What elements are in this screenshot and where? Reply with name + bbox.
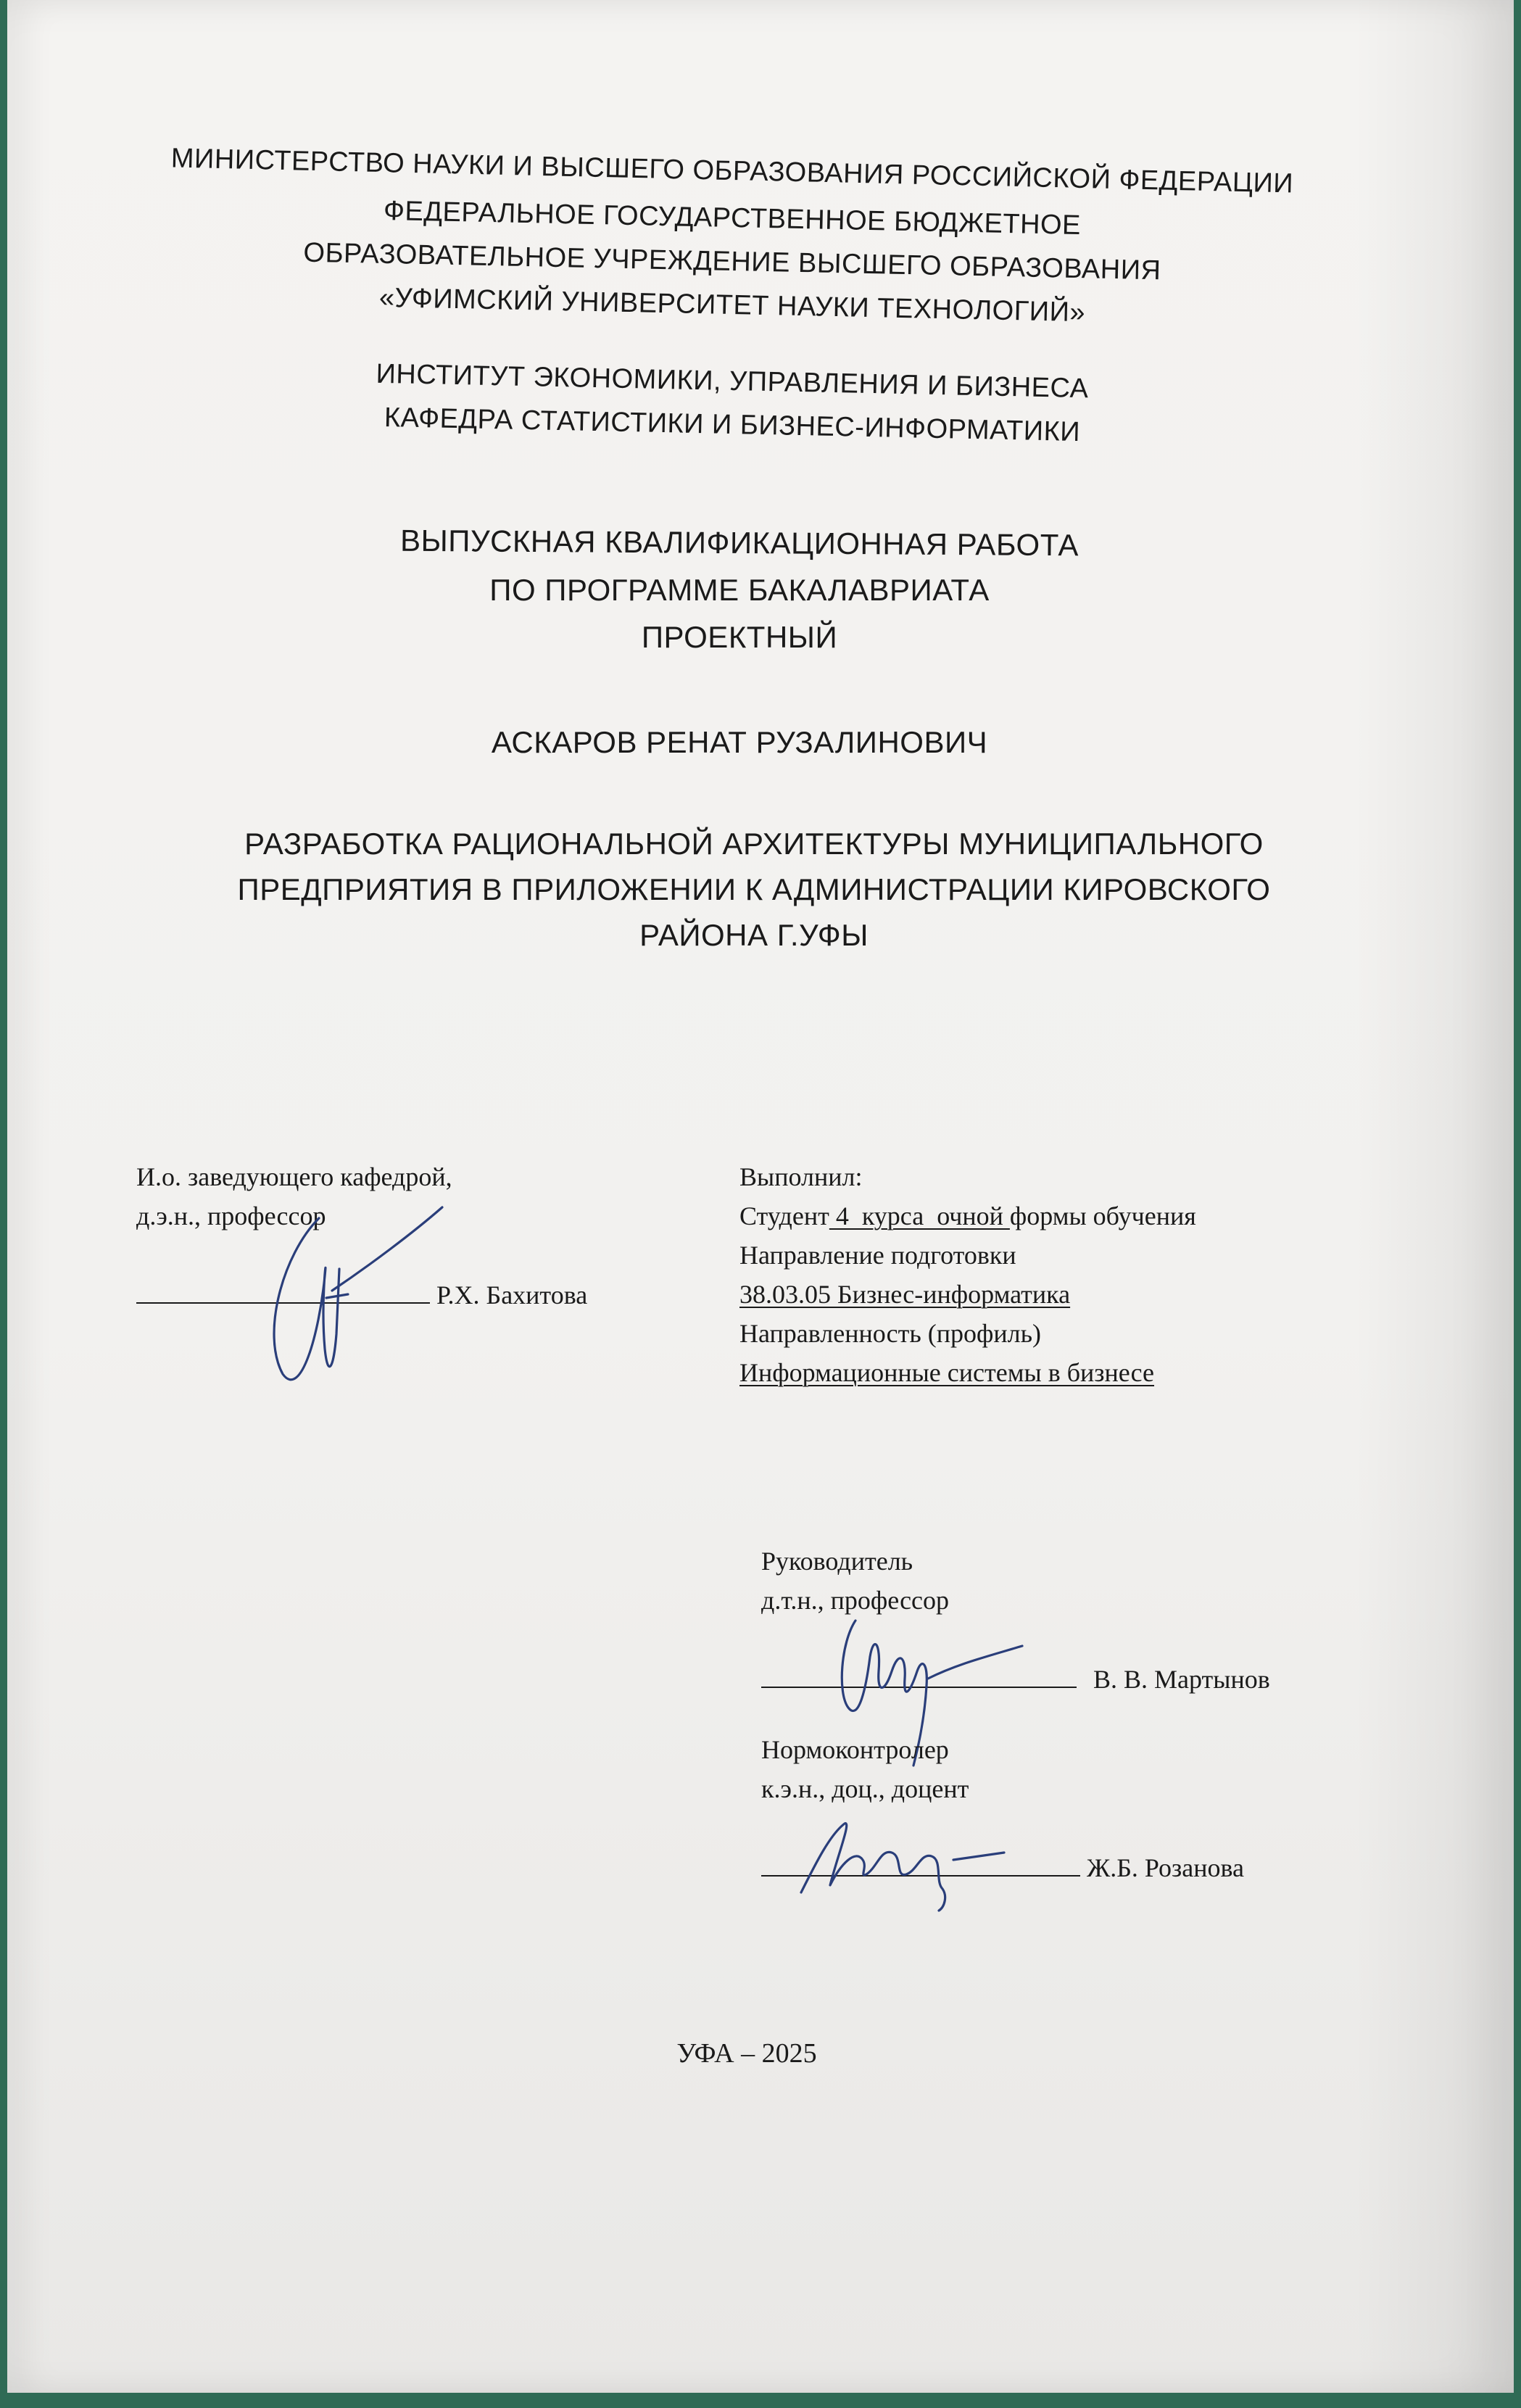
city-year: УФА – 2025 xyxy=(676,2038,817,2069)
student-course: 4 курса очной xyxy=(829,1201,1010,1230)
norm-controller-signature xyxy=(787,1805,1019,1914)
work-type-line2: ПО ПРОГРАММЕ БАКАЛАВРИАТА xyxy=(489,573,990,607)
supervisor-name: В. В. Мартынов xyxy=(1093,1665,1270,1694)
head-role: И.о. заведующего кафедрой, xyxy=(136,1162,452,1191)
head-degree: д.э.н., профессор xyxy=(136,1201,326,1230)
title-page xyxy=(7,0,1514,2393)
student-prefix: Студент xyxy=(739,1201,829,1230)
work-type-line1: ВЫПУСКНАЯ КВАЛИФИКАЦИОННАЯ РАБОТА xyxy=(399,523,1079,563)
work-type-line3: ПРОЕКТНЫЙ xyxy=(641,620,838,654)
profile-label: Направленность (профиль) xyxy=(739,1319,1041,1348)
work-title-line2: ПРЕДПРИЯТИЯ В ПРИЛОЖЕНИИ К АДМИНИСТРАЦИИ КИРОВСКОГО xyxy=(237,872,1271,906)
work-title-line3: РАЙОНА Г.УФЫ xyxy=(639,918,869,952)
supervisor-degree: д.т.н., профессор xyxy=(761,1586,950,1615)
norm-controller-role: Нормоконтролер xyxy=(761,1735,949,1764)
head-name: Р.Х. Бахитова xyxy=(436,1280,588,1309)
profile-value: Информационные системы в бизнесе xyxy=(739,1358,1155,1387)
ministry-line: МИНИСТЕРСТВО НАУКИ И ВЫСШЕГО ОБРАЗОВАНИЯ РОССИЙСКОЙ ФЕДЕРАЦИИ xyxy=(170,143,1294,199)
student-line xyxy=(739,1196,1196,1236)
norm-controller-degree: к.э.н., доц., доцент xyxy=(761,1774,969,1803)
federal-line: ФЕДЕРАЛЬНОЕ ГОСУДАРСТВЕННОЕ БЮДЖЕТНОЕ xyxy=(383,195,1082,241)
university-name: «УФИМСКИЙ УНИВЕРСИТЕТ НАУКИ ТЕХНОЛОГИЙ» xyxy=(378,282,1086,328)
performer-label: Выполнил: xyxy=(739,1162,863,1191)
performer-block xyxy=(739,1157,1196,1392)
head-signature xyxy=(239,1189,457,1407)
norm-controller-name: Ж.Б. Розанова xyxy=(1087,1853,1245,1882)
direction-label: Направление подготовки xyxy=(739,1241,1016,1270)
direction-value: 38.03.05 Бизнес-информатика xyxy=(739,1280,1071,1309)
department-name: КАФЕДРА СТАТИСТИКИ И БИЗНЕС-ИНФОРМАТИКИ xyxy=(384,402,1081,448)
institute-name: ИНСТИТУТ ЭКОНОМИКИ, УПРАВЛЕНИЯ И БИЗНЕСА xyxy=(376,358,1089,405)
supervisor-role: Руководитель xyxy=(761,1547,913,1576)
student-suffix: формы обучения xyxy=(1009,1201,1196,1230)
institution-type-line: ОБРАЗОВАТЕЛЬНОЕ УЧРЕЖДЕНИЕ ВЫСШЕГО ОБРАЗОВАНИЯ xyxy=(303,237,1161,286)
author-name: АСКАРОВ РЕНАТ РУЗАЛИНОВИЧ xyxy=(491,725,988,759)
work-title-line1: РАЗРАБОТКА РАЦИОНАЛЬНОЙ АРХИТЕКТУРЫ МУНИЦИПАЛЬНОГО xyxy=(244,827,1264,861)
